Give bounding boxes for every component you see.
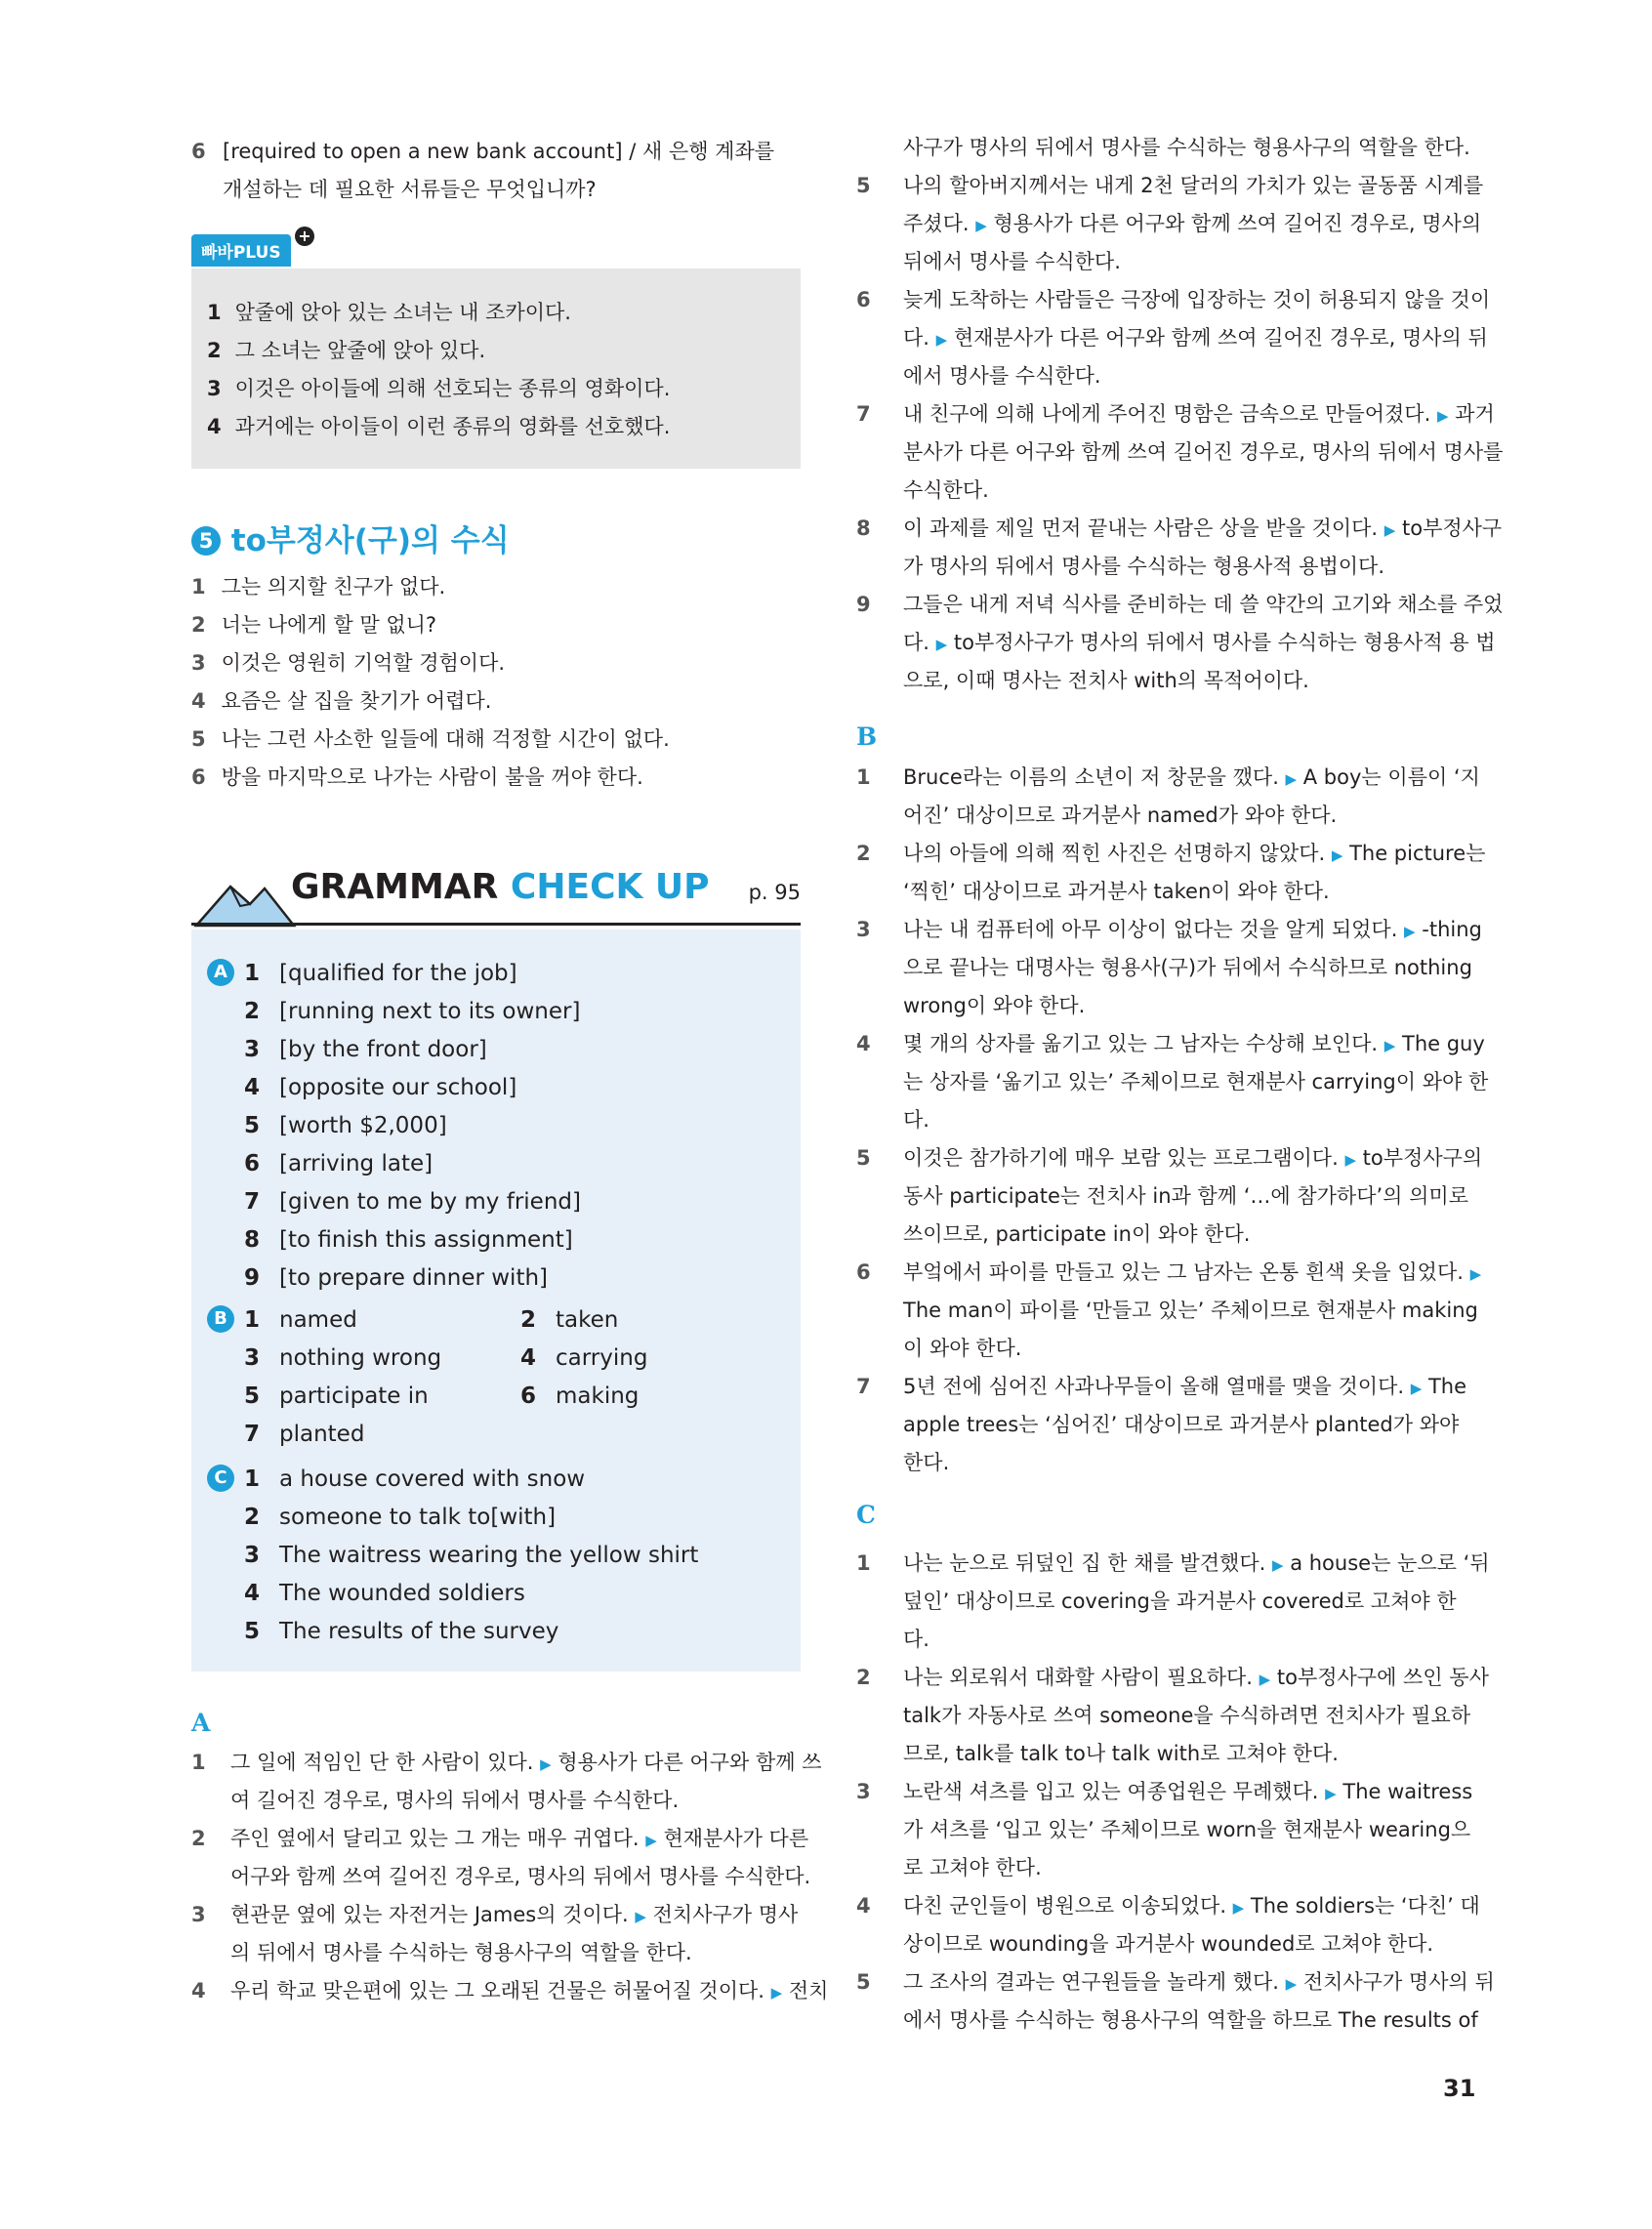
- expl-B-number: 5: [856, 1146, 871, 1170]
- page-ref: p. 95: [748, 881, 801, 904]
- expl-A-number: 8: [856, 516, 871, 540]
- expl-B-line: 나는 내 컴퓨터에 아무 이상이 없다는 것을 알게 되었다. ▶ -thing: [903, 918, 1482, 941]
- plus-badge: 빠바PLUS: [191, 234, 291, 267]
- expl-C-line: 나는 눈으로 뒤덮인 집 한 채를 발견했다. ▶ a house는 눈으로 ‘뒤: [903, 1551, 1490, 1575]
- arrow-icon: ▶: [645, 1832, 657, 1849]
- answer-B-number: 3: [244, 1345, 261, 1371]
- answer-B-number: 6: [520, 1383, 537, 1409]
- plus-item: [207, 408, 670, 446]
- expl-C-line: 에서 명사를 수식하는 형용사구의 역할을 하므로 The results of: [903, 2008, 1478, 2032]
- expl-B-line: 는 상자를 ‘옮기고 있는’ 주체이므로 현재분사 carrying이 와야 한: [903, 1070, 1489, 1094]
- answer-A-text: [worth $2,000]: [279, 1113, 447, 1138]
- continued-line: 사구가 명사의 뒤에서 명사를 수식하는 형용사구의 역할을 한다.: [903, 136, 1470, 159]
- answer-C-number: 3: [244, 1543, 261, 1568]
- expl-B-line: 5년 전에 심어진 사과나무들이 올해 열매를 맺을 것이다. ▶ The: [903, 1375, 1467, 1398]
- item-text: 너는 나에게 할 말 없니?: [221, 613, 437, 637]
- answer-box: [191, 929, 801, 1672]
- expl-A-line: 그 일에 적임인 단 한 사람이 있다. ▶ 형용사가 다른 어구와 함께 쓰: [230, 1751, 822, 1774]
- mountain-icon: [191, 867, 299, 929]
- label-A: A: [207, 959, 234, 986]
- plus-icon: +: [295, 227, 314, 246]
- arrow-icon: ▶: [1325, 1785, 1337, 1802]
- expl-B-number: 4: [856, 1032, 871, 1055]
- expl-A-line: 으로, 이때 명사는 전치사 with의 목적어이다.: [903, 669, 1309, 692]
- answer-C-text: The results of the survey: [279, 1619, 559, 1644]
- answer-B-text: nothing wrong: [279, 1345, 442, 1371]
- arrow-icon: ▶: [935, 636, 948, 653]
- expl-B-number: 6: [856, 1260, 871, 1284]
- answer-C-text: someone to talk to[with]: [279, 1505, 557, 1530]
- answer-A-number: 6: [244, 1151, 261, 1176]
- expl-A-number: 9: [856, 593, 871, 616]
- answer-B-number: 2: [520, 1307, 537, 1333]
- expl-A-number: 7: [856, 402, 871, 426]
- item-text: 나는 그런 사소한 일들에 대해 걱정할 시간이 없다.: [221, 727, 670, 751]
- expl-C-line: 가 셔츠를 ‘입고 있는’ 주체이므로 worn을 현재분사 wearing으: [903, 1818, 1471, 1841]
- expl-C-number: 2: [856, 1666, 871, 1689]
- expl-A-line: 의 뒤에서 명사를 수식하는 형용사구의 역할을 한다.: [230, 1941, 692, 1964]
- expl-A-line: 어구와 함께 쓰여 길어진 경우로, 명사의 뒤에서 명사를 수식한다.: [230, 1865, 811, 1888]
- expl-C-line: 그 조사의 결과는 연구원들을 놀라게 했다. ▶ 전치사구가 명사의 뒤: [903, 1970, 1495, 1994]
- expl-B-number: 3: [856, 918, 871, 941]
- answer-A-number: 5: [244, 1113, 261, 1138]
- answer-A-text: [opposite our school]: [279, 1075, 517, 1100]
- item-text: 이것은 영원히 기억할 경험이다.: [221, 651, 506, 675]
- expl-C-line: 로 고쳐야 한다.: [903, 1856, 1042, 1879]
- expl-A-number: 6: [856, 288, 871, 311]
- arrow-icon: ▶: [1384, 521, 1396, 539]
- label-C: C: [207, 1465, 234, 1492]
- expl-C-line: 덮인’ 대상이므로 covering을 과거분사 covered로 고쳐야 한: [903, 1589, 1457, 1613]
- section-5-item: [191, 682, 491, 721]
- answer-A-text: [arriving late]: [279, 1151, 434, 1176]
- answer-C-text: The waitress wearing the yellow shirt: [279, 1543, 699, 1568]
- expl-B-line: 몇 개의 상자를 옮기고 있는 그 남자는 수상해 보인다. ▶ The guy: [903, 1032, 1485, 1055]
- plus-item-text: 앞줄에 앉아 있는 소녀는 내 조카이다.: [234, 301, 571, 324]
- expl-C-line: 나는 외로워서 대화할 사람이 필요하다. ▶ to부정사구에 쓰인 동사: [903, 1666, 1489, 1689]
- expl-B-line: wrong이 와야 한다.: [903, 994, 1086, 1017]
- section-5-item: [191, 644, 505, 682]
- plus-item: [207, 370, 670, 408]
- answer-C-number: 2: [244, 1505, 261, 1530]
- expl-B-line: apple trees는 ‘심어진’ 대상이므로 과거분사 planted가 와야: [903, 1413, 1460, 1436]
- section-5-item: [191, 568, 445, 606]
- plus-item-number: 1: [207, 301, 222, 324]
- answer-A-text: [given to me by my friend]: [279, 1189, 581, 1215]
- expl-B-line: The man이 파이를 ‘만들고 있는’ 주체이므로 현재분사 making: [903, 1299, 1478, 1322]
- expl-B-line: 으로 끝나는 대명사는 형용사(구)가 뒤에서 수식하므로 nothing: [903, 956, 1472, 979]
- expl-A-line: 늦게 도착하는 사람들은 극장에 입장하는 것이 허용되지 않을 것이: [903, 288, 1491, 311]
- expl-A-line: 다. ▶ to부정사구가 명사의 뒤에서 명사를 수식하는 형용사적 용 법: [903, 631, 1496, 654]
- arrow-icon: ▶: [1384, 1037, 1396, 1054]
- expl-A-number: 1: [191, 1751, 206, 1774]
- section-5-item: [191, 721, 670, 759]
- answer-B-text: planted: [279, 1422, 365, 1447]
- arrow-icon: ▶: [770, 1984, 783, 2002]
- answer-A-text: [running next to its owner]: [279, 999, 581, 1024]
- plus-item-text: 그 소녀는 앞줄에 앉아 있다.: [234, 339, 486, 362]
- answer-A-text: [by the front door]: [279, 1037, 487, 1062]
- answer-B-text: making: [556, 1383, 640, 1409]
- expl-C-number: 5: [856, 1970, 871, 1994]
- section-5-item: [191, 759, 643, 797]
- arrow-icon: ▶: [1469, 1265, 1482, 1283]
- expl-A-number: 4: [191, 1979, 206, 2002]
- explanation-B-letter: B: [856, 722, 878, 751]
- arrow-icon: ▶: [1285, 1975, 1298, 1993]
- plus-item: [207, 332, 485, 370]
- section-5-item: [191, 606, 436, 644]
- expl-A-number: 3: [191, 1903, 206, 1926]
- expl-B-line: 나의 아들에 의해 찍힌 사진은 선명하지 않았다. ▶ The picture는: [903, 842, 1486, 865]
- answer-B-number: 7: [244, 1422, 261, 1447]
- expl-B-number: 2: [856, 842, 871, 865]
- answer-C-number: 1: [244, 1466, 261, 1492]
- plus-item-text: 이것은 아이들에 의해 선호되는 종류의 영화이다.: [234, 377, 671, 400]
- arrow-icon: ▶: [1259, 1671, 1271, 1688]
- item-text: 방을 마지막으로 나가는 사람이 불을 꺼야 한다.: [221, 765, 643, 789]
- section-5-number: 5: [191, 526, 221, 556]
- expl-A-line: 우리 학교 맞은편에 있는 그 오래된 건물은 허물어질 것이다. ▶ 전치: [230, 1979, 829, 2002]
- label-B: B: [207, 1305, 234, 1333]
- answer-A-number: 7: [244, 1189, 261, 1215]
- expl-B-line: Bruce라는 이름의 소년이 저 창문을 깼다. ▶ A boy는 이름이 ‘지: [903, 765, 1480, 789]
- expl-A-number: 5: [856, 174, 871, 197]
- expl-A-line: 현관문 옆에 있는 자전거는 James의 것이다. ▶ 전치사구가 명사: [230, 1903, 799, 1926]
- expl-B-line: 어진’ 대상이므로 과거분사 named가 와야 한다.: [903, 804, 1338, 827]
- expl-A-line: 이 과제를 제일 먼저 끝내는 사람은 상을 받을 것이다. ▶ to부정사구: [903, 516, 1503, 540]
- arrow-icon: ▶: [1285, 770, 1298, 788]
- section-5-title-text: to부정사(구)의 수식: [230, 523, 510, 558]
- answer-B-text: participate in: [279, 1383, 429, 1409]
- expl-A-line: 내 친구에 의해 나에게 주어진 명함은 금속으로 만들어졌다. ▶ 과거: [903, 402, 1495, 426]
- page-number: 31: [1443, 2075, 1476, 2102]
- explanation-A-letter: A: [191, 1709, 211, 1737]
- expl-A-line: 그들은 내게 저녁 식사를 준비하는 데 쓸 약간의 고기와 채소를 주었: [903, 593, 1504, 616]
- expl-C-number: 4: [856, 1894, 871, 1918]
- arrow-icon: ▶: [540, 1755, 552, 1773]
- arrow-icon: ▶: [1232, 1899, 1245, 1917]
- arrow-icon: ▶: [1344, 1151, 1356, 1169]
- expl-B-line: 이 와야 한다.: [903, 1337, 1022, 1360]
- answer-C-text: a house covered with snow: [279, 1466, 586, 1492]
- top-item-line-2: 개설하는 데 필요한 서류들은 무엇입니까?: [223, 178, 597, 201]
- plus-item-number: 3: [207, 377, 222, 400]
- expl-A-line: 가 명사의 뒤에서 명사를 수식하는 형용사적 용법이다.: [903, 555, 1385, 578]
- expl-B-line: 쓰이므로, participate in이 와야 한다.: [903, 1222, 1251, 1246]
- plus-item-text: 과거에는 아이들이 이런 종류의 영화를 선호했다.: [234, 415, 671, 438]
- expl-A-line: 분사가 다른 어구와 함께 쓰여 길어진 경우로, 명사의 뒤에서 명사를: [903, 440, 1504, 464]
- expl-C-number: 1: [856, 1551, 871, 1575]
- plus-item: [207, 294, 571, 332]
- answer-A-number: 8: [244, 1227, 261, 1253]
- expl-A-line: 주셨다. ▶ 형용사가 다른 어구와 함께 쓰여 길어진 경우로, 명사의: [903, 212, 1482, 235]
- answer-A-text: [to prepare dinner with]: [279, 1265, 549, 1291]
- item-number: 3: [191, 651, 206, 675]
- section-5-title: [191, 516, 510, 559]
- plus-item-number: 4: [207, 415, 222, 438]
- answer-C-number: 4: [244, 1581, 261, 1606]
- item-number: 4: [191, 689, 206, 713]
- grammar-title-a: GRAMMAR: [291, 867, 499, 907]
- arrow-icon: ▶: [1331, 846, 1343, 864]
- expl-A-line: 다. ▶ 현재분사가 다른 어구와 함께 쓰여 길어진 경우로, 명사의 뒤: [903, 326, 1488, 350]
- arrow-icon: ▶: [1404, 923, 1416, 940]
- expl-C-line: 다친 군인들이 병원으로 이송되었다. ▶ The soldiers는 ‘다친’ 대: [903, 1894, 1480, 1918]
- expl-B-line: 부엌에서 파이를 만들고 있는 그 남자는 온통 흰색 옷을 입었다. ▶: [903, 1260, 1482, 1284]
- item-number: 1: [191, 575, 206, 599]
- arrow-icon: ▶: [935, 331, 948, 349]
- grammar-title-b: CHECK UP: [510, 867, 710, 907]
- expl-A-line: 주인 옆에서 달리고 있는 그 개는 매우 귀엽다. ▶ 현재분사가 다른: [230, 1827, 809, 1850]
- answer-B-text: named: [279, 1307, 357, 1333]
- item-number: 6: [191, 765, 206, 789]
- expl-B-line: 동사 participate는 전치사 in과 함께 ‘…에 참가하다’의 의미로: [903, 1184, 1469, 1208]
- expl-B-line: ‘찍힌’ 대상이므로 과거분사 taken이 와야 한다.: [903, 880, 1330, 903]
- plus-item-number: 2: [207, 339, 222, 362]
- expl-C-line: 노란색 셔츠를 입고 있는 여종업원은 무례했다. ▶ The waitress: [903, 1780, 1473, 1803]
- answer-A-number: 2: [244, 999, 261, 1024]
- item-text: 그는 의지할 친구가 없다.: [221, 575, 446, 599]
- answer-A-number: 3: [244, 1037, 261, 1062]
- header-rule: [191, 923, 801, 926]
- answer-A-number: 1: [244, 961, 261, 986]
- expl-C-line: 다.: [903, 1628, 929, 1651]
- arrow-icon: ▶: [1410, 1380, 1423, 1397]
- expl-B-number: 1: [856, 765, 871, 789]
- expl-A-line: 에서 명사를 수식한다.: [903, 364, 1101, 388]
- expl-A-line: 수식한다.: [903, 478, 989, 502]
- answer-B-text: carrying: [556, 1345, 648, 1371]
- expl-C-line: 므로, talk를 talk to나 talk with로 고쳐야 한다.: [903, 1742, 1339, 1765]
- expl-A-line: 뒤에서 명사를 수식한다.: [903, 250, 1121, 273]
- answer-C-number: 5: [244, 1619, 261, 1644]
- item-number: 2: [191, 613, 206, 637]
- arrow-icon: ▶: [1436, 407, 1449, 425]
- answer-A-number: 9: [244, 1265, 261, 1291]
- answer-B-number: 5: [244, 1383, 261, 1409]
- explanation-C-letter: C: [856, 1501, 876, 1529]
- expl-C-number: 3: [856, 1780, 871, 1803]
- top-item-line-1: [required to open a new bank account] / 새 은행 계좌를: [223, 140, 775, 163]
- expl-C-line: 상이므로 wounding을 과거분사 wounded로 고쳐야 한다.: [903, 1932, 1434, 1956]
- answer-A-number: 4: [244, 1075, 261, 1100]
- expl-A-line: 여 길어진 경우로, 명사의 뒤에서 명사를 수식한다.: [230, 1789, 680, 1812]
- arrow-icon: ▶: [635, 1908, 646, 1925]
- item-text: 요즘은 살 집을 찾기가 어렵다.: [221, 689, 492, 713]
- expl-B-line: 한다.: [903, 1451, 950, 1474]
- arrow-icon: ▶: [1271, 1556, 1284, 1574]
- grammar-header: [191, 859, 801, 928]
- expl-A-number: 2: [191, 1827, 206, 1850]
- expl-B-line: 이것은 참가하기에 매우 보람 있는 프로그램이다. ▶ to부정사구의: [903, 1146, 1483, 1170]
- answer-B-number: 4: [520, 1345, 537, 1371]
- answer-C-text: The wounded soldiers: [279, 1581, 525, 1606]
- answer-B-number: 1: [244, 1307, 261, 1333]
- answer-A-text: [qualified for the job]: [279, 961, 517, 986]
- expl-C-line: talk가 자동사로 쓰여 someone을 수식하려면 전치사가 필요하: [903, 1704, 1471, 1727]
- answer-B-text: taken: [556, 1307, 619, 1333]
- arrow-icon: ▶: [975, 217, 987, 234]
- item-number: 5: [191, 727, 206, 751]
- expl-B-number: 7: [856, 1375, 871, 1398]
- expl-B-line: 다.: [903, 1108, 929, 1132]
- plus-box: [191, 268, 801, 469]
- answer-A-text: [to finish this assignment]: [279, 1227, 573, 1253]
- expl-A-line: 나의 할아버지께서는 내게 2천 달러의 가치가 있는 골동품 시계를: [903, 174, 1484, 197]
